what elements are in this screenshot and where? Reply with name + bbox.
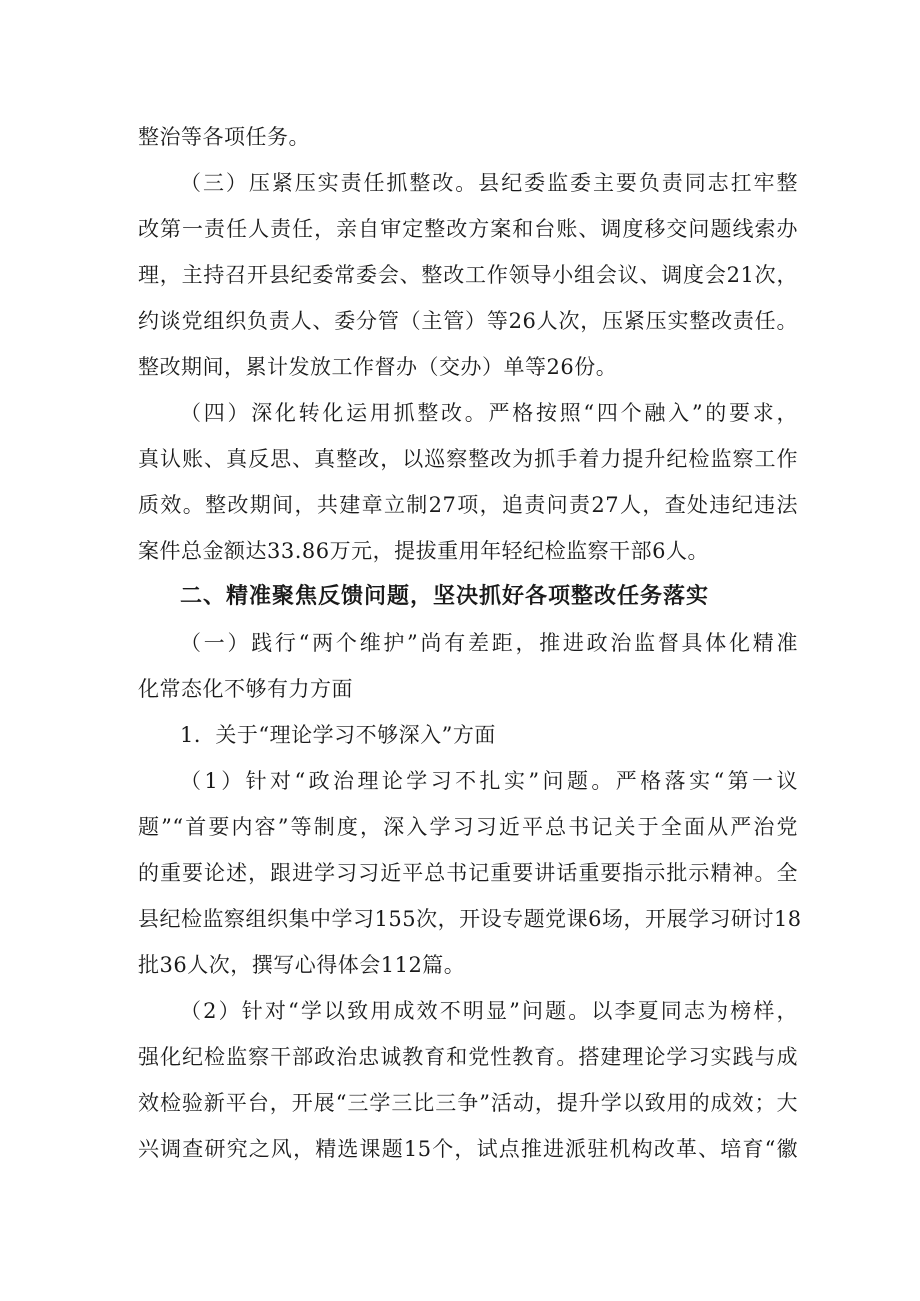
paragraph-3-line-2: 真认账、真反思、真整改，以巡察整改为抓手着力提升纪检监察工作 — [138, 447, 798, 471]
paragraph-6-line-3: 的重要论述，跟进学习习近平总书记重要讲话重要指示批示精神。全 — [138, 861, 798, 885]
paragraph-6-line-2: 题”“首要内容”等制度，深入学习习近平总书记关于全面从严治党 — [138, 815, 798, 839]
paragraph-3-line-3: 质效。整改期间，共建章立制27项，追责问责27人，查处违纪违法 — [138, 493, 798, 517]
subheading-1: 1．关于“理论学习不够深入”方面 — [180, 723, 496, 747]
paragraph-2-line-3: 理，主持召开县纪委常委会、整改工作领导小组会议、调度会21次， — [138, 263, 798, 287]
paragraph-7-line-1: （2）针对“学以致用成效不明显”问题。以李夏同志为榜样， — [180, 999, 798, 1023]
paragraph-6-line-1: （1）针对“政治理论学习不扎实”问题。严格落实“第一议 — [180, 769, 798, 793]
paragraph-3-line-4: 案件总金额达33.86万元，提拔重用年轻纪检监察干部6人。 — [138, 539, 709, 563]
paragraph-7-line-4: 兴调查研究之风，精选课题15个，试点推进派驻机构改革、培育“徽 — [138, 1137, 798, 1161]
paragraph-2-line-4: 约谈党组织负责人、委分管（主管）等26人次，压紧压实整改责任。 — [138, 309, 798, 333]
paragraph-3-line-1: （四）深化转化运用抓整改。严格按照“四个融入”的要求， — [180, 401, 798, 425]
section-heading: 二、精准聚焦反馈问题，坚决抓好各项整改任务落实 — [180, 584, 710, 609]
paragraph-7-line-3: 效检验新平台，开展“三学三比三争”活动，提升学以致用的成效；大 — [138, 1091, 798, 1115]
paragraph-2-line-2: 改第一责任人责任，亲自审定整改方案和台账、调度移交问题线索办 — [138, 217, 798, 241]
paragraph-7-line-2: 强化纪检监察干部政治忠诚教育和党性教育。搭建理论学习实践与成 — [138, 1045, 798, 1069]
paragraph-4-line-2: 化常态化不够有力方面 — [138, 677, 353, 701]
paragraph-4-line-1: （一）践行“两个维护”尚有差距，推进政治监督具体化精准 — [180, 631, 798, 655]
paragraph-6-line-5: 批36人次，撰写心得体会112篇。 — [138, 953, 466, 977]
paragraph-1-line-1: 整治等各项任务。 — [138, 125, 310, 149]
paragraph-2-line-5: 整改期间，累计发放工作督办（交办）单等26份。 — [138, 355, 618, 379]
paragraph-6-line-4: 县纪检监察组织集中学习155次，开设专题党课6场，开展学习研讨18 — [138, 907, 802, 931]
paragraph-2-line-1: （三）压紧压实责任抓整改。县纪委监委主要负责同志扛牢整 — [180, 171, 798, 195]
